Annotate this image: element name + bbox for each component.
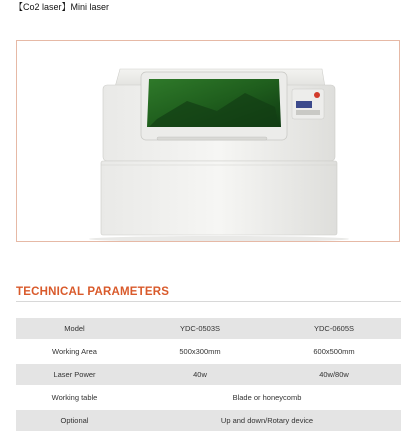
table-row — [16, 341, 401, 364]
table-cell: 40w — [133, 364, 267, 387]
row-label: Optional — [16, 410, 133, 433]
table-cell: YDC-0503S — [133, 318, 267, 341]
laser-machine-image — [17, 41, 400, 242]
page-header: 【Co2 laser】Mini laser — [14, 2, 110, 12]
table-cell: Blade or honeycomb — [133, 387, 401, 410]
table-row — [16, 364, 401, 387]
row-label: Laser Power — [16, 364, 133, 387]
technical-parameters-table — [16, 318, 401, 433]
table-cell: YDC-0605S — [267, 318, 401, 341]
product-image-frame — [16, 40, 400, 242]
table-cell: 40w/80w — [267, 364, 401, 387]
row-label: Working Area — [16, 341, 133, 364]
table-cell: Up and down/Rotary device — [133, 410, 401, 433]
table-cell: 500x300mm — [133, 341, 267, 364]
table-row — [16, 410, 401, 433]
table-cell: 600x500mm — [267, 341, 401, 364]
table-row — [16, 318, 401, 341]
row-label: Working table — [16, 387, 133, 410]
section-title: TECHNICAL PARAMETERS — [16, 286, 170, 298]
row-label: Model — [16, 318, 133, 341]
table-row — [16, 387, 401, 410]
divider — [16, 301, 401, 302]
